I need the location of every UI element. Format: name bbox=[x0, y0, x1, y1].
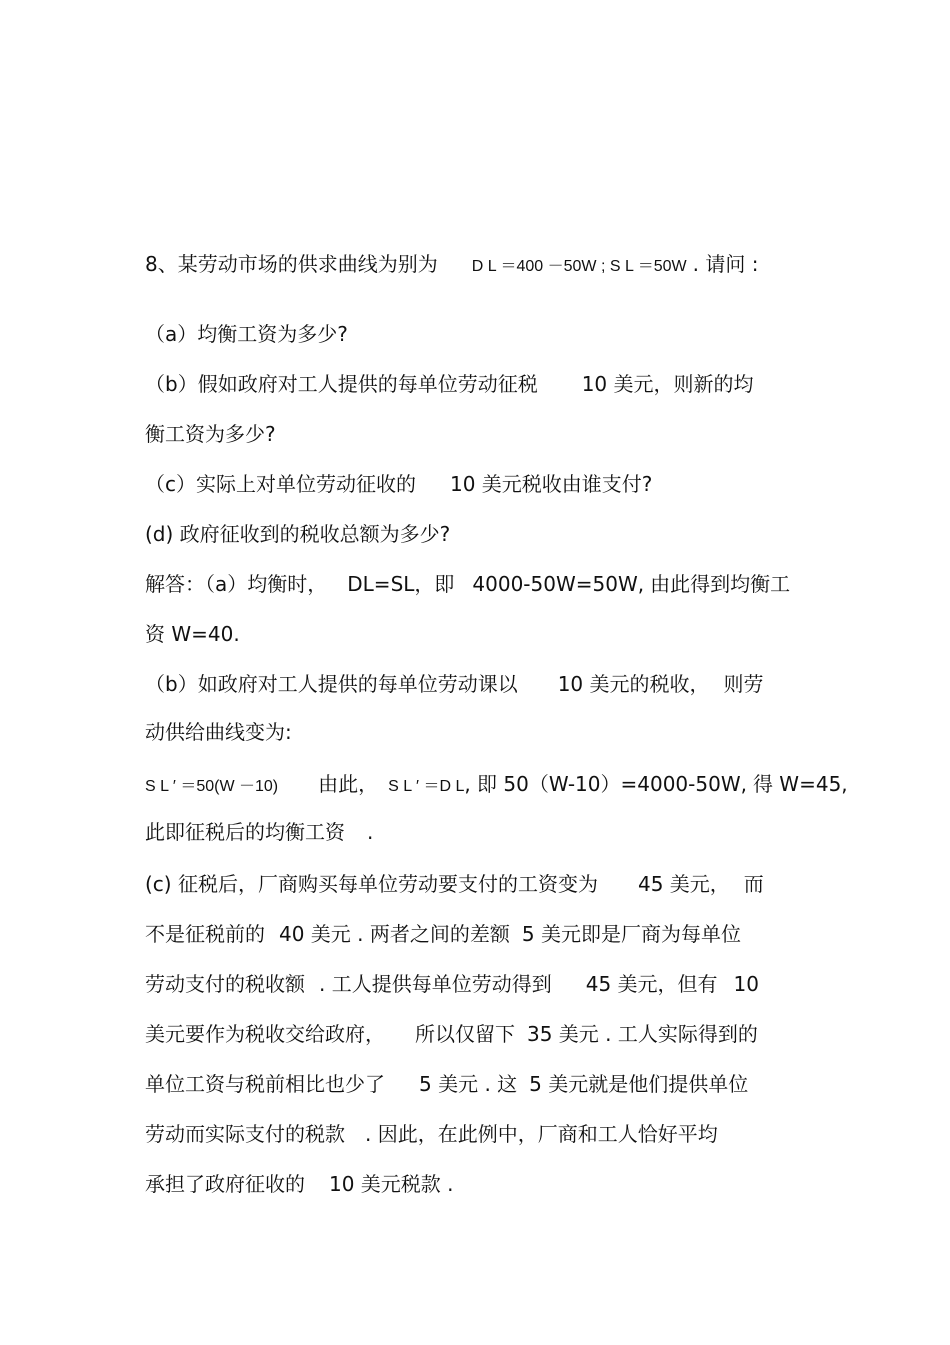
part-a: （a）均衡工资为多少? bbox=[145, 322, 348, 346]
answer-c-line7: 承担了政府征收的 10 美元税款 . bbox=[145, 1172, 454, 1196]
question-line bbox=[145, 252, 758, 279]
answer-c-line4: 美元要作为税收交给政府， 所以仅留下 35 美元 . 工人实际得到的 bbox=[145, 1022, 758, 1046]
answer-a-line1: 解答：（a）均衡时， DL=SL，即 4000-50W=50W, 由此得到均衡工 bbox=[145, 572, 791, 596]
answer-b-line2: 动供给曲线变为: bbox=[145, 720, 292, 744]
part-c: （c）实际上对单位劳动征收的 10 美元税收由谁支付? bbox=[145, 472, 653, 496]
part-b-line1: （b）假如政府对工人提供的每单位劳动征税 10 美元，则新的均 bbox=[145, 372, 754, 396]
part-d: (d) 政府征收到的税收总额为多少? bbox=[145, 522, 451, 546]
answer-c-line5: 单位工资与税前相比也少了 5 美元 . 这 5 美元就是他们提供单位 bbox=[145, 1072, 749, 1096]
equilibrium-formula: S L ′ ＝D L bbox=[388, 778, 465, 795]
answer-c-line2: 不是征税前的 40 美元 . 两者之间的差额 5 美元即是厂商为每单位 bbox=[145, 922, 741, 946]
question-formula: D L ＝400 －50W ; S L ＝50W bbox=[471, 258, 687, 275]
answer-c-line3: 劳动支付的税收额 . 工人提供每单位劳动得到 45 美元，但有 10 bbox=[145, 972, 759, 996]
supply-formula: S L ′ ＝50(W －10) bbox=[145, 778, 279, 795]
part-b-line2: 衡工资为多少? bbox=[145, 422, 276, 446]
question-tail: . 请问 : bbox=[692, 252, 759, 276]
answer-c-line1: (c) 征税后，厂商购买每单位劳动要支付的工资变为 45 美元， 而 bbox=[145, 872, 764, 896]
question-lead: 8、某劳动市场的供求曲线为别为 bbox=[145, 252, 438, 276]
answer-c-line6: 劳动而实际支付的税款 . 因此，在此例中，厂商和工人恰好平均 bbox=[145, 1122, 718, 1146]
answer-a-line2: 资 W=40. bbox=[145, 622, 240, 646]
answer-b-line4: 此即征税后的均衡工资 . bbox=[145, 820, 374, 844]
answer-b-line3: S L ′ ＝50(W －10) 由此， S L ′ ＝D L, 即 50（W-10）=4000-50W, 得 W=45, bbox=[145, 772, 848, 796]
answer-b-line1: （b）如政府对工人提供的每单位劳动课以 10 美元的税收， 则劳 bbox=[145, 672, 764, 696]
